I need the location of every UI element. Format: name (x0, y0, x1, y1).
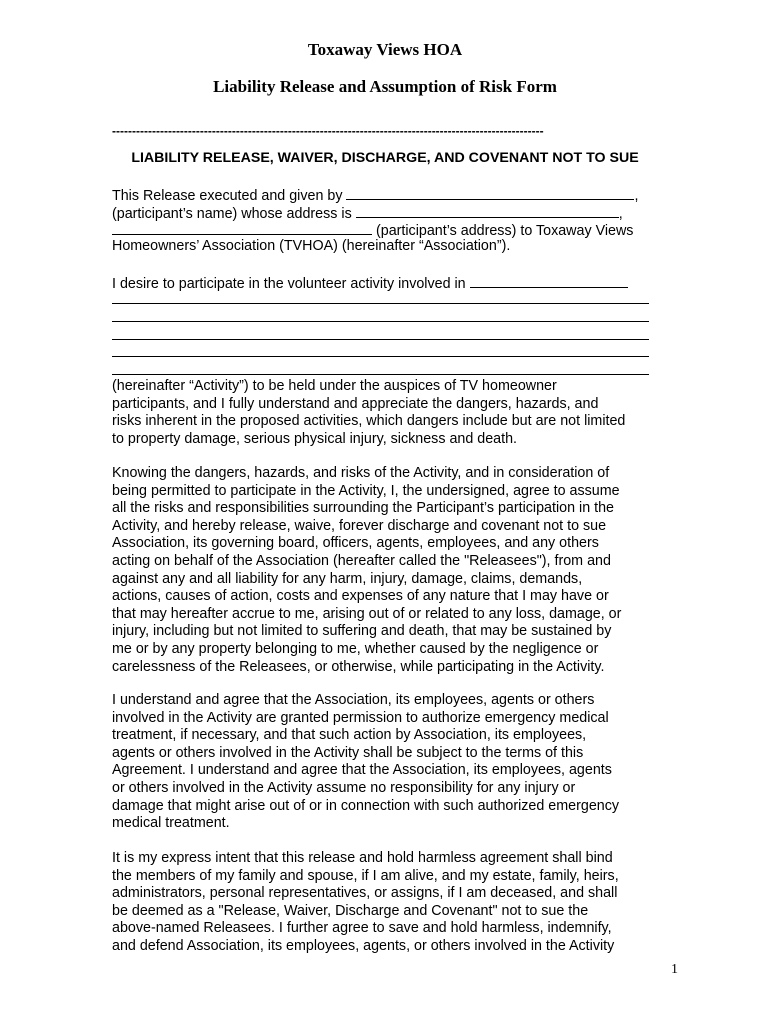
paragraph-line: acting on behalf of the Association (hereafter called the "Releasees"), from and (112, 552, 611, 569)
intro-line-2-comma: , (618, 205, 623, 222)
participant-address-field-2[interactable] (112, 220, 372, 235)
paragraph-line: and defend Association, its employees, agents, or others involved in the Activity (112, 937, 615, 954)
paragraph-1 (112, 378, 658, 448)
paragraph-line: participants, and I fully understand and appreciate the dangers, hazards, and (112, 395, 599, 412)
paragraph-line: Activity, and hereby release, waive, forever discharge and covenant not to sue (112, 517, 607, 534)
paragraph-2 (112, 465, 658, 676)
intro-line-1 (112, 185, 658, 203)
paragraph-line: actions, causes of action, costs and expenses of any nature that I may have or (112, 588, 609, 605)
activity-blank-line-3[interactable] (112, 339, 649, 340)
paragraph-line: the members of my family and spouse, if I am alive, and my estate, family, heirs, (112, 867, 619, 884)
activity-lead-text: I desire to participate in the volunteer activity involved in (112, 276, 466, 292)
paragraph-line: be deemed as a "Release, Waiver, Discharge and Covenant" not to sue the (112, 902, 589, 919)
paragraph-line: against any and all liability for any harm, injury, damage, claims, demands, (112, 570, 583, 587)
form-title: Liability Release and Assumption of Risk Form (213, 77, 557, 96)
paragraph-line: all the risks and responsibilities surrounding the Participant’s participation in the (112, 500, 614, 517)
paragraph-line: Agreement. I understand and agree that the Association, its employees, agents (112, 762, 612, 779)
paragraph-4 (112, 850, 658, 956)
activity-lead (112, 273, 658, 291)
intro-line-2 (112, 203, 658, 221)
activity-blank-line-5[interactable] (112, 374, 649, 375)
divider: ------------------------------------------------------------------------------------------------------------ (112, 124, 544, 138)
paragraph-line: that may hereafter accrue to me, arising out of or related to any loss, damage, or (112, 605, 622, 622)
page-number: 1 (671, 962, 678, 977)
paragraph-line: treatment, if necessary, and that such action by Association, its employees, (112, 727, 587, 744)
paragraph-line: risks inherent in the proposed activities, which dangers include but are not limited (112, 413, 626, 430)
paragraph-line: or others involved in the Activity assume no responsibility for any injury or (112, 779, 576, 796)
intro-paragraph (112, 185, 658, 255)
activity-lead-line (112, 273, 658, 291)
paragraph-line: carelessness of the Releasees, or otherwise, while participating in the Activity. (112, 658, 605, 675)
activity-blank-line-4[interactable] (112, 356, 649, 357)
paragraph-line: being permitted to participate in the Activity, I, the undersigned, agree to assume (112, 482, 620, 499)
paragraph-line: to property damage, serious physical injury, sickness and death. (112, 430, 518, 447)
paragraph-line: damage that might arise out of or in connection with such authorized emergency (112, 797, 620, 814)
intro-line-2-text: (participant’s name) whose address is (112, 205, 352, 222)
activity-blank-line-1[interactable] (112, 303, 649, 304)
intro-line-4: Homeowners’ Association (TVHOA) (hereinafter “Association”). (112, 237, 511, 254)
section-heading: LIABILITY RELEASE, WAIVER, DISCHARGE, AND COVENANT NOT TO SUE (131, 150, 639, 166)
intro-line-1-text: This Release executed and given by (112, 188, 343, 204)
paragraph-line: medical treatment. (112, 815, 230, 832)
paragraph-line: Knowing the dangers, hazards, and risks of the Activity, and in consideration of (112, 465, 610, 481)
paragraph-line: (hereinafter “Activity”) to be held under the auspices of TV homeowner (112, 378, 557, 394)
paragraph-line: It is my express intent that this release and hold harmless agreement shall bind (112, 850, 613, 866)
intro-line-3 (112, 220, 658, 238)
paragraph-line: administrators, personal representatives, or assigns, if I am deceased, and shall (112, 885, 618, 902)
paragraph-line: I understand and agree that the Association, its employees, agents or others (112, 692, 595, 708)
paragraph-line: Association, its governing board, officers, agents, employees, and any others (112, 535, 599, 552)
intro-line-3-text: (participant’s address) to Toxaway Views (375, 223, 634, 240)
participant-name-field[interactable] (346, 185, 634, 200)
org-title: Toxaway Views HOA (307, 40, 463, 59)
paragraph-line: involved in the Activity are granted permission to authorize emergency medical (112, 709, 609, 726)
paragraph-line: above-named Releasees. I further agree to save and hold harmless, indemnify, (112, 920, 612, 937)
paragraph-line: agents or others involved in the Activity shall be subject to the terms of this (112, 744, 584, 761)
paragraph-line: me or by any property belonging to me, whether caused by the negligence or (112, 640, 599, 657)
activity-blank-line-2[interactable] (112, 321, 649, 322)
paragraph-3 (112, 692, 658, 833)
paragraph-line: injury, including but not limited to suffering and death, that may be sustained by (112, 623, 612, 640)
participant-address-field[interactable] (356, 203, 619, 218)
activity-field[interactable] (470, 273, 628, 288)
intro-line-1-comma: , (634, 188, 639, 204)
